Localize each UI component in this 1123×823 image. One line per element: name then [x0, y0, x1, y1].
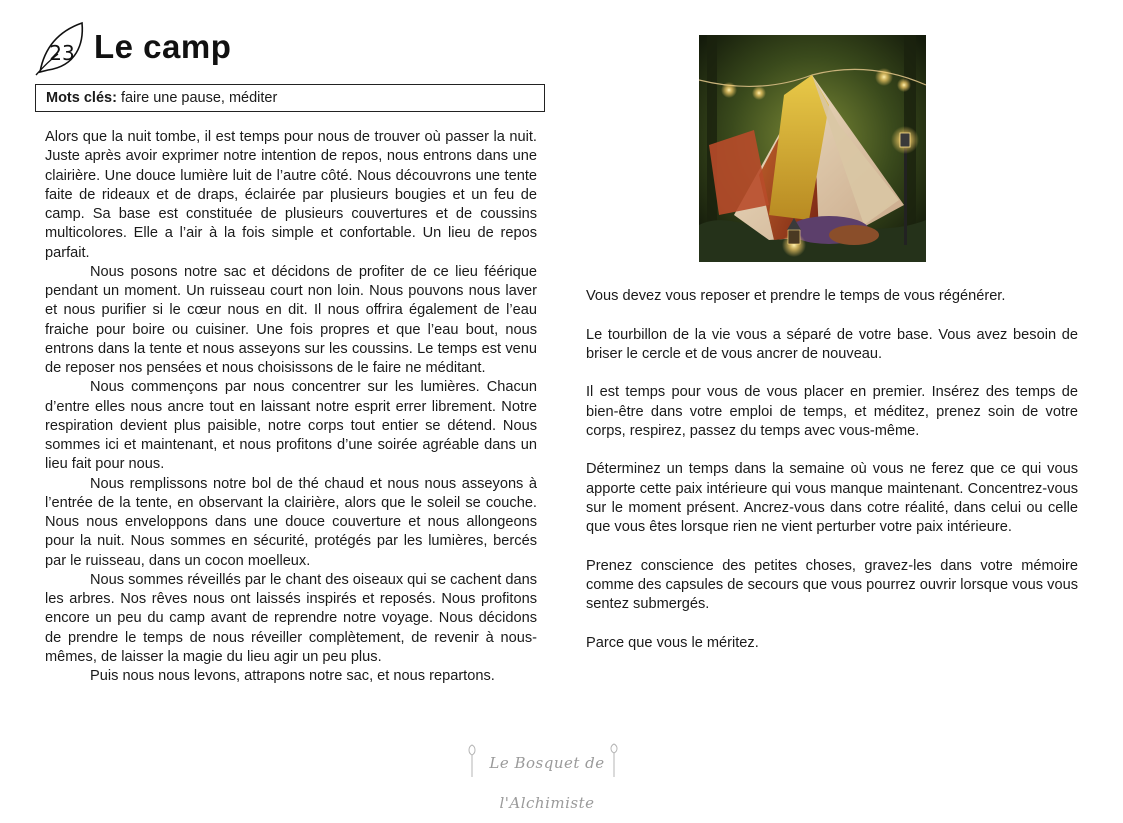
keywords-value: faire une pause, méditer	[120, 90, 278, 106]
story-text	[45, 128, 537, 686]
advice-paragraph: Vous devez vous reposer et prendre le temps de vous régénérer.	[586, 288, 1006, 304]
story-paragraph: Puis nous nous levons, attrapons notre sac, et nous repartons.	[90, 668, 495, 684]
keywords-label: Mots clés:	[46, 90, 117, 106]
page-header	[34, 20, 454, 76]
story-paragraph: Nous remplissons notre bol de thé chaud et nous nous asseyons à l’entrée de la tente, en observant la clairière, alors que le soleil se couche. Nous nous enveloppons dans une douce couverture et nous allongeons pour la nuit. Nous sommes en sécurité, protégés par les lumières, bercés par le ruisseau, dans un cocon moelleux.	[45, 475, 537, 569]
footer-brand: Le Bosquet de l'Alchimiste	[489, 754, 605, 812]
story-paragraph: Nous sommes réveillés par le chant des oiseaux qui se cachent dans les arbres. Nos rêves nous ont laissés inspirés et reposés. Nous profitons encore un peu du camp avant de reprendre notre voyage. Nous décidons de prendre le temps de nous réveiller complètement, de revenir à nous-mêmes, de laisser la magie du lieu agir un peu plus.	[45, 571, 537, 665]
advice-paragraph: Parce que vous le méritez.	[586, 634, 759, 651]
leaf-icon	[34, 20, 86, 76]
chapter-number: 23	[49, 41, 75, 65]
story-paragraph: Alors que la nuit tombe, il est temps pour nous de trouver où passer la nuit. Juste après avoir exprimer notre intention de repos, nous entrons dans une clairière. Une douce lumière luit de l’autre côté. Nous découvrons une tente faite de rideaux et de draps, éclairée par plusieurs bougies et un feu de camp. Sa base est constituée de plusieurs couvertures et de coussins multicolores. Elle a l’air à la fois simple et confortable. Un lieu de repos parfait.	[45, 129, 537, 261]
tent-illustration	[699, 35, 926, 262]
advice-paragraph: Le tourbillon de la vie vous a séparé de votre base. Vous avez besoin de briser le cercle et de vous ancrer de nouveau.	[586, 326, 1078, 362]
keywords-box	[35, 84, 545, 112]
advice-paragraph: Il est temps pour vous de vous placer en premier. Insérez des temps de bien-être dans votre emploi de temps, et méditez, prenez soin de votre corps, respirez, passez du temps avec vous-même.	[586, 384, 1078, 439]
story-paragraph: Nous commençons par nous concentrer sur les lumières. Chacun d’entre elles nous ancre tout en laissant notre esprit errer librement. Notre respiration devient plus paisible, notre corps tout entier se détend. Nous sommes ici et maintenant, et nous profitons d’une soirée agréable dans un lieu fait pour nous.	[45, 379, 537, 473]
advice-paragraph: Déterminez un temps dans la semaine où vous ne ferez que ce qui vous apporte cette paix intérieure qui vous manque maintenant. Concentrez-vous sur le moment présent. Ancrez-vous dans cotre réalité, dans celui ou celle que vous êtes lorsque rien ne vient perturber votre paix intérieure.	[586, 461, 1078, 535]
advice-paragraph: Prenez conscience des petites choses, gravez-les dans votre mémoire comme des capsules de secours que vous pourrez ouvrir lorsque vous vous sentez submergés.	[586, 557, 1078, 612]
footer-logo	[464, 743, 630, 812]
page-title: Le camp	[94, 28, 232, 65]
advice-text	[586, 287, 1078, 672]
story-paragraph: Nous posons notre sac et décidons de profiter de ce lieu féérique pendant un moment. Un ruisseau court non loin. Nous pouvons nous laver et nous purifier si le cœur nous en dit. Il nous offrira également de l’eau fraiche pour boire ou cuisiner. Une fois propres et que l’eau bout, nous entrons dans la tente et nous asseyons sur les coussins. Le temps est venu de reposer nos pensées et nous choisissons de le faire ne méditant.	[45, 263, 537, 376]
